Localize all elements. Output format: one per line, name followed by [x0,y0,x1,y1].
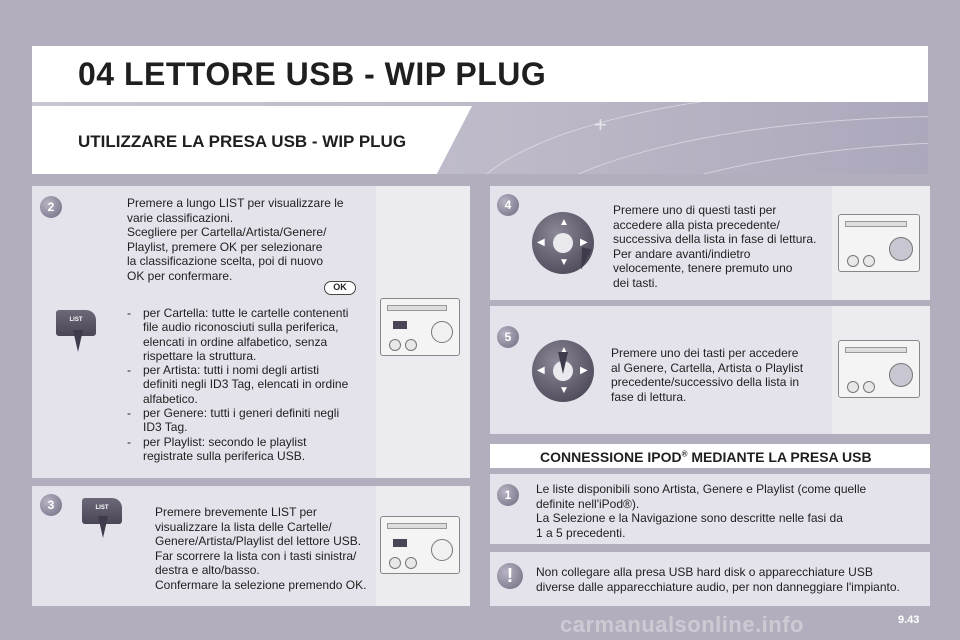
title-part: CONNESSIONE IPOD [540,449,682,465]
arrow-up-icon: ▲ [559,217,569,228]
nav-dial [889,237,913,261]
arrow-right-icon[interactable]: ▶ [580,237,588,248]
radio-knob [847,255,859,267]
step-4-instructions [613,203,833,290]
text-line: Le liste disponibili sono Artista, Genere e Playlist (come quelle [536,482,867,496]
radio-knob [863,255,875,267]
step-5-instructions [611,346,833,404]
ipod-instructions [536,482,916,540]
text-line: la classificazione scelta, poi di nuovo [127,254,324,268]
step-number-badge: 1 [497,484,519,506]
text-line: dei tasti. [613,275,658,290]
arrow-up-icon[interactable]: ▲ [559,345,569,356]
radio-unit-image [380,516,460,574]
radio-knob [389,339,401,351]
text-line: Scegliere per Cartella/Artista/Genere/ [127,225,327,239]
text-line: Premere a lungo LIST per visualizzare le [127,196,344,210]
plus-decor-icon: + [594,112,607,137]
list-button-label: LIST [69,317,83,323]
cd-slot [387,523,447,529]
warning-text [536,565,926,594]
arrow-left-icon[interactable]: ◀ [537,237,545,248]
nav-dial [431,321,453,343]
text-line: 1 a 5 precedenti. [536,525,626,540]
text-line: precedente/successivo della lista in [611,375,800,389]
cd-slot [387,305,447,311]
text-line: definiti negli ID3 Tag, elencati in ordine [143,377,349,392]
text-line: - per Genere: tutti i generi definiti negli [143,406,340,421]
step-number-badge: 2 [40,196,62,218]
classification-list [127,306,367,463]
watermark: carmanualsonline.info [560,612,804,637]
page-number: 9.43 [898,614,920,626]
list-button-sublabel [56,323,96,329]
step-3-instructions [155,505,370,592]
radio-unit-image [838,340,920,398]
warning-icon: ! [497,563,523,589]
text-line: elencati in ordine alfabetico, senza [143,334,328,349]
step-2-instructions [127,196,367,283]
text-line: destra e alto/basso. [155,563,260,577]
text-line: successiva della lista in fase di lettura. [613,232,817,246]
text-line: alfabetico. [143,391,198,406]
list-key-highlight [393,539,407,547]
text-line: - per Artista: tutti i nomi degli artisti [143,363,320,378]
cd-slot [845,347,907,353]
text-line: accedere alla pista precedente/ [613,217,780,232]
text-line: - per Playlist: secondo le playlist [143,434,307,449]
nav-dial [431,539,453,561]
text-line: rispettare la struttura. [143,348,257,363]
radio-knob [405,557,417,569]
text-line: file audio riconosciuti sulla periferica, [143,320,339,335]
text-line: Per andare avanti/indietro [613,246,751,261]
section-title: UTILIZZARE LA PRESA USB - WIP PLUG [78,132,407,151]
nav-dial [889,363,913,387]
arrow-left-icon: ◀ [537,365,545,376]
text-line: Premere uno dei tasti per accedere [611,346,799,360]
ok-button[interactable]: OK [324,281,356,295]
radio-knob [389,557,401,569]
list-item [127,306,367,363]
radio-knob [405,339,417,351]
arrow-right-icon: ▶ [580,365,588,376]
ipod-section-title [540,449,872,465]
press-arrow-icon [558,352,568,374]
step-number-badge: 5 [497,326,519,348]
step-number-badge: 3 [40,494,62,516]
list-item [127,363,367,406]
text-line: Premere uno di questi tasti per [613,203,777,217]
text-line: OK per confermare. [127,268,233,283]
text-line: Premere brevemente LIST per [155,505,317,519]
list-button-label: LIST [95,505,109,511]
list-item [127,406,367,435]
page-title: 04 LETTORE USB - WIP PLUG [78,56,547,92]
radio-unit-image [838,214,920,272]
text-line: ID3 Tag. [143,420,188,435]
text-line: registrate sulla periferica USB. [143,448,306,463]
step-number-badge: 4 [497,194,519,216]
press-arrow-icon [98,516,108,538]
text-line: velocemente, tenere premuto uno [613,261,793,275]
arrow-down-icon[interactable]: ▼ [559,385,569,396]
text-line: Confermare la selezione premendo OK. [155,577,367,592]
text-line: diverse dalle apparecchiature audio, per non danneggiare l'impianto. [536,579,900,594]
text-line: visualizzare la lista delle Cartelle/ [155,519,332,534]
text-line: Far scorrere la lista con i tasti sinistra/ [155,548,357,563]
arrow-down-icon: ▼ [559,257,569,268]
radio-knob [863,381,875,393]
text-line: definite nell'iPod®). [536,496,640,511]
radio-knob [847,381,859,393]
nav-pad-center [553,233,573,253]
text-line: fase di lettura. [611,389,687,404]
text-line: al Genere, Cartella, Artista o Playlist [611,360,804,375]
text-line: La Selezione e la Navigazione sono descritte nelle fasi da [536,511,843,525]
cd-slot [845,221,907,227]
text-line: Playlist, premere OK per selezionare [127,239,323,254]
press-arrow-icon [73,330,83,352]
title-part: MEDIANTE LA PRESA USB [687,449,872,465]
radio-unit-image [380,298,460,356]
list-item [127,435,367,464]
text-line: Non collegare alla presa USB hard disk o apparecchiature USB [536,565,873,579]
list-key-highlight [393,321,407,329]
text-line: - per Cartella: tutte le cartelle contenenti [143,306,349,320]
text-line: Genere/Artista/Playlist del lettore USB. [155,534,362,548]
registered-mark: ® [681,449,688,459]
text-line: varie classificazioni. [127,210,234,225]
